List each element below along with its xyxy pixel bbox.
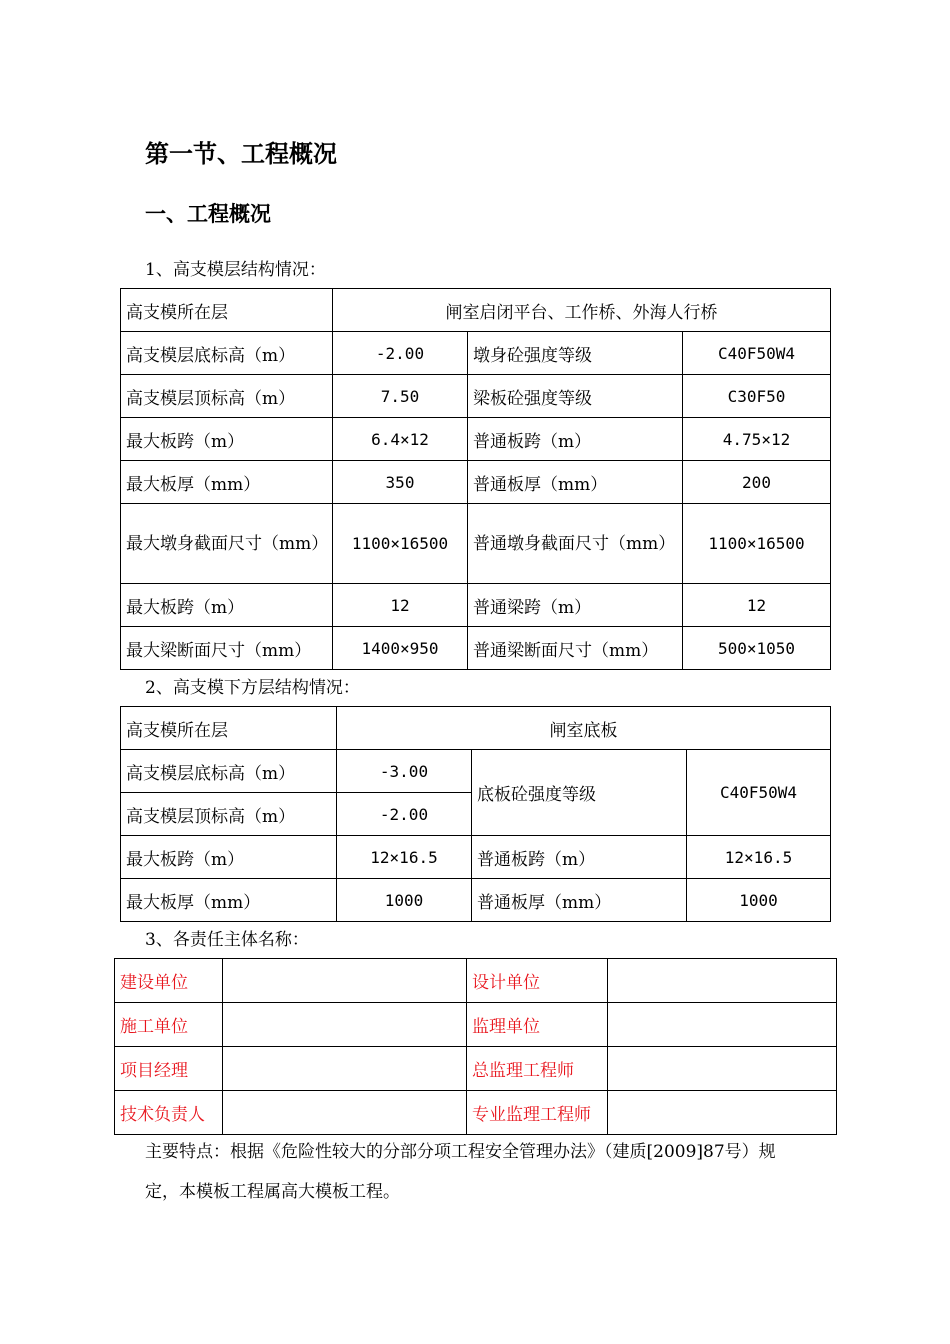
cell-value: 12×16.5 [687,836,831,879]
cell-label: 最大板跨（m） [121,836,337,879]
item2-heading: 2、高支模下方层结构情况： [145,678,360,698]
cell-value: 1400×950 [333,627,468,670]
table-row [115,959,837,1003]
cell-label: 梁板砼强度等级 [468,375,683,418]
party-label-contractor: 施工单位 [115,1003,223,1047]
cell-label: 最大板跨（m） [121,418,333,461]
item3-heading: 3、各责任主体名称： [145,930,309,950]
table-row [121,836,831,879]
party-label-supervisor: 监理单位 [467,1003,608,1047]
table-row [121,879,831,922]
concrete-grade-label: 底板砼强度等级 [472,750,687,836]
table-row [121,707,831,750]
bottom-elevation-value: -3.00 [337,750,472,793]
cell-label: 最大梁断面尺寸（mm） [121,627,333,670]
cell-value: 1000 [687,879,831,922]
table-row [121,289,831,332]
cell-label: 最大墩身截面尺寸（mm） [121,504,333,584]
cell-label: 墩身砼强度等级 [468,332,683,375]
cell-value: C30F50 [683,375,831,418]
party-value [608,1047,837,1091]
floor-label: 高支模所在层 [121,707,337,750]
floor-value: 闸室启闭平台、工作桥、外海人行桥 [333,289,831,332]
party-value [608,1091,837,1135]
cell-label: 最大板厚（mm） [121,461,333,504]
item1-heading: 1、高支模层结构情况： [145,260,326,280]
cell-value: 6.4×12 [333,418,468,461]
cell-value: 7.50 [333,375,468,418]
party-value [223,1003,467,1047]
cell-label: 普通板厚（mm） [468,461,683,504]
cell-label: 普通板跨（m） [472,836,687,879]
bottom-elevation-label: 高支模层底标高（m） [121,750,337,793]
cell-label: 最大板厚（mm） [121,879,337,922]
cell-value: 12 [333,584,468,627]
table-row [115,1047,837,1091]
cell-value: 4.75×12 [683,418,831,461]
cell-value: -2.00 [333,332,468,375]
responsible-parties-table [114,958,837,1135]
party-label-designer: 设计单位 [467,959,608,1003]
party-label-technical-lead: 技术负责人 [115,1091,223,1135]
party-value [223,959,467,1003]
section-title: 第一节、工程概况 [145,139,337,168]
party-label-project-manager: 项目经理 [115,1047,223,1091]
table-row [115,1091,837,1135]
cell-value: 1100×16500 [683,504,831,584]
upper-structure-table [120,288,831,670]
cell-label: 普通板跨（m） [468,418,683,461]
top-elevation-label: 高支模层顶标高（m） [121,793,337,836]
floor-label: 高支模所在层 [121,289,333,332]
cell-label: 高支模层顶标高（m） [121,375,333,418]
cell-value: C40F50W4 [683,332,831,375]
cell-value: 1100×16500 [333,504,468,584]
cell-value: 12 [683,584,831,627]
top-elevation-value: -2.00 [337,793,472,836]
party-value [223,1047,467,1091]
cell-value: 350 [333,461,468,504]
party-value [608,1003,837,1047]
floor-value: 闸室底板 [337,707,831,750]
party-value [223,1091,467,1135]
table-row [115,1003,837,1047]
table-row [121,375,831,418]
concrete-grade-value: C40F50W4 [687,750,831,836]
party-label-specialist-supervisor: 专业监理工程师 [467,1091,608,1135]
table-row [121,627,831,670]
cell-value: 200 [683,461,831,504]
cell-value: 500×1050 [683,627,831,670]
cell-label: 普通板厚（mm） [472,879,687,922]
cell-label: 最大板跨（m） [121,584,333,627]
cell-value: 12×16.5 [337,836,472,879]
cell-value: 1000 [337,879,472,922]
cell-label: 普通梁断面尺寸（mm） [468,627,683,670]
table-row [121,584,831,627]
cell-label: 高支模层底标高（m） [121,332,333,375]
main-features-note: 主要特点：根据《危险性较大的分部分项工程安全管理办法》（建质[2009]87号）规定，本模板工程属高大模板工程。 [145,1142,776,1202]
cell-label: 普通墩身截面尺寸（mm） [468,504,683,584]
lower-structure-table [120,706,831,922]
table-row [121,750,831,793]
party-label-chief-supervisor: 总监理工程师 [467,1047,608,1091]
table-row [121,418,831,461]
cell-label: 普通梁跨（m） [468,584,683,627]
table-row [121,332,831,375]
table-row [121,461,831,504]
party-label-client: 建设单位 [115,959,223,1003]
party-value [608,959,837,1003]
subsection-title: 一、工程概况 [145,201,271,226]
table-row [121,504,831,584]
